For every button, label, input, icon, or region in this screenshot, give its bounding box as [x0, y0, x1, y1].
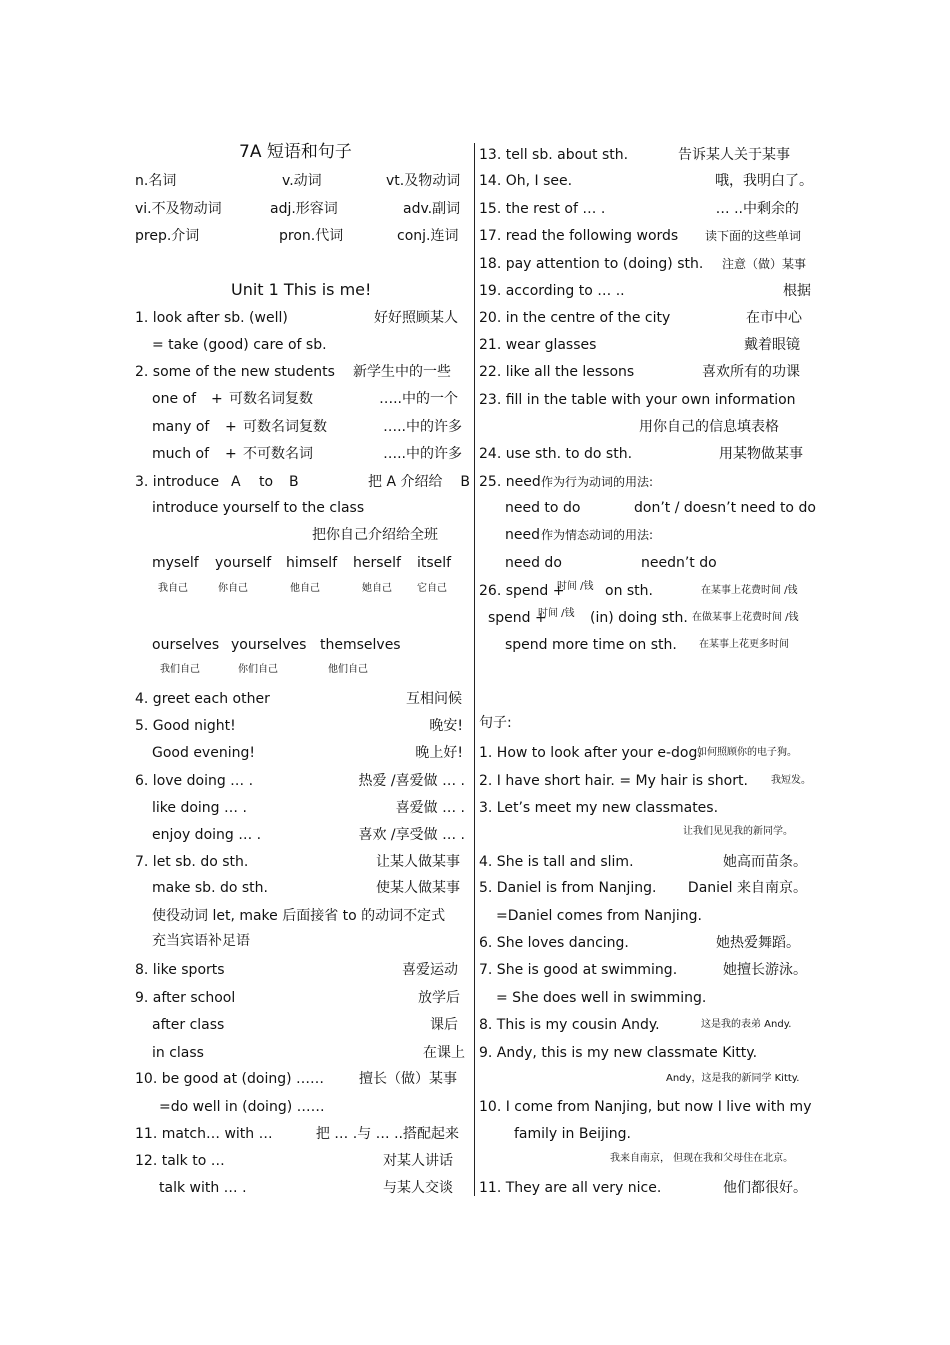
sentence-en: 9. Andy, this is my new classmate Kitty. [479, 1045, 758, 1061]
phrase-en: 24. use sth. to do sth. [479, 446, 633, 462]
sentence-en: 7. She is good at swimming. [479, 962, 678, 978]
sentence-row [479, 1177, 814, 1199]
phrase-cn: 喜欢 /享受做 … . [358, 827, 465, 843]
phrase-cn: 在课上 [423, 1045, 465, 1061]
phrase-en: =do well in (doing) …… [159, 1099, 325, 1115]
phrase-cn: 可数名词复数 [243, 419, 327, 435]
phrase-en: 4. greet each other [135, 691, 270, 707]
phrase-cn: 可数名词复数 [229, 391, 313, 407]
phrase-en: introduce yourself to the class [152, 500, 365, 516]
phrase-row [479, 443, 814, 465]
phrase-cn: 与某人交谈 [383, 1180, 453, 1196]
phrase-cn: 告诉某人关于某事 [678, 147, 790, 163]
phrase-en: spend more time on sth. [505, 637, 677, 653]
phrase-cn: 不可数名词 [243, 446, 313, 462]
phrase-row [135, 715, 465, 737]
sentence-cn: 我来自南京， 但现在我和父母住在北京。 [610, 1153, 794, 1164]
sentence-en: 2. I have short hair. = My hair is short. [479, 773, 748, 789]
phrase-en: don’t / doesn’t need to do [634, 500, 816, 516]
pronoun: yourself [215, 555, 272, 571]
phrase-row [135, 877, 465, 899]
abbrev-row-2 [135, 198, 465, 220]
phrase-row [135, 416, 465, 438]
phrase-en: one of [152, 391, 196, 407]
phrase-en: 3. introduce [135, 474, 220, 490]
sentence-row [479, 932, 814, 954]
phrase-row [479, 225, 814, 247]
phrase-cn: 喜爱做 … . [395, 800, 465, 816]
phrase-en: need do [505, 555, 562, 571]
pronoun: himself [286, 555, 338, 571]
abbrev-item: adj.形容词 [270, 201, 338, 217]
sentence-en: 4. She is tall and slim. [479, 854, 634, 870]
sentence-en: =Daniel comes from Nanjing. [496, 908, 703, 924]
sentence-row [479, 742, 814, 764]
phrase-cn: 用某物做某事 [719, 446, 803, 462]
grammar-note: 充当宾语补足语 [152, 933, 250, 949]
abbrev-item: v.动词 [282, 173, 322, 189]
phrase-row [479, 416, 814, 438]
sentence-en: 8. This is my cousin Andy. [479, 1017, 660, 1033]
phrase-en: Good evening! [152, 745, 255, 761]
phrase-en: 17. read the following words [479, 228, 679, 244]
phrase-en: make sb. do sth. [152, 880, 268, 896]
phrase-en: 9. after school [135, 990, 236, 1006]
phrase-en: many of [152, 419, 210, 435]
phrase-en: B [289, 474, 299, 490]
phrase-row [135, 497, 465, 519]
phrase-en: in class [152, 1045, 204, 1061]
phrase-row [135, 334, 465, 356]
phrase-cn: 在某事上花更多时间 [699, 639, 789, 650]
pronoun-cn: 我们自己 [160, 664, 200, 675]
phrase-cn: 课后 [430, 1017, 458, 1033]
sentence-row [479, 959, 814, 981]
phrase-cn: 在某事上花费时间 /钱 [701, 585, 798, 596]
plus-sign: + [225, 446, 237, 462]
abbrev-row-3 [135, 225, 465, 247]
phrase-cn: 时间 /钱 [557, 581, 594, 592]
phrase-row [479, 524, 814, 546]
pronoun: ourselves [152, 637, 220, 653]
column-divider [474, 143, 475, 1196]
sentence-row [479, 851, 814, 873]
phrase-row [479, 634, 814, 656]
phrase-cn: 读下面的这些单词 [704, 229, 801, 243]
phrase-en: 5. Good night! [135, 718, 236, 734]
unit-title: Unit 1 This is me! [231, 280, 372, 299]
phrase-row [479, 580, 814, 602]
phrase-en: 18. pay attention to (doing) sth. [479, 256, 704, 272]
pronoun-row [135, 634, 465, 656]
phrase-cn: 根据 [783, 283, 811, 299]
phrase-row [135, 1068, 465, 1090]
sentence-cn: 她热爱舞蹈。 [716, 935, 800, 951]
sentence-cn: 她擅长游泳。 [723, 962, 807, 978]
pronoun: itself [417, 555, 452, 571]
phrase-en: spend + [488, 610, 547, 626]
pronoun-cn: 它自己 [417, 583, 447, 594]
pronoun-cn-row [135, 659, 465, 681]
phrase-en: 2. some of the new students [135, 364, 335, 380]
phrase-cn: 使某人做某事 [376, 880, 460, 896]
sentence-cn: 他们都很好。 [723, 1180, 807, 1196]
phrase-cn: 对某人讲话 [383, 1153, 453, 1169]
sentence-cn: 让我们见见我的新同学。 [683, 826, 793, 837]
phrase-row [135, 824, 465, 846]
phrase-row [135, 770, 465, 792]
pronoun-cn: 你们自己 [238, 664, 278, 675]
phrase-en: needn’t do [641, 555, 717, 571]
phrase-row [135, 361, 465, 383]
pronoun-cn: 他们自己 [328, 664, 368, 675]
sentence-en: = She does well in swimming. [496, 990, 707, 1006]
phrase-row [135, 742, 465, 764]
phrase-en: 25. need [479, 474, 541, 490]
phrase-en: 13. tell sb. about sth. [479, 147, 629, 163]
sentence-en: 11. They are all very nice. [479, 1180, 662, 1196]
phrase-row [479, 198, 814, 220]
phrase-cn: 让某人做某事 [376, 854, 460, 870]
phrase-row [135, 930, 465, 952]
phrase-row [135, 1014, 465, 1036]
phrase-row [479, 389, 814, 411]
phrase-cn: 戴着眼镜 [744, 337, 800, 353]
sentence-cn: Daniel 来自南京。 [687, 880, 807, 896]
phrase-cn: 热爱 /喜爱做 … . [358, 773, 465, 789]
phrase-en: 19. according to … .. [479, 283, 625, 299]
phrase-row [135, 524, 465, 546]
phrase-en: 26. spend + [479, 583, 565, 599]
phrase-en: 20. in the centre of the city [479, 310, 671, 326]
phrase-en: A [231, 474, 241, 490]
phrase-en: on sth. [605, 583, 653, 599]
phrase-en: 14. Oh, I see. [479, 173, 573, 189]
sentence-row [479, 1014, 814, 1036]
phrase-cn: 在市中心 [746, 310, 802, 326]
sentence-cn: 我短发。 [771, 775, 811, 786]
phrase-cn: …..中的许多 [383, 419, 462, 435]
phrase-row [479, 552, 814, 574]
sentence-row [479, 877, 814, 899]
phrase-en: enjoy doing … . [152, 827, 262, 843]
phrase-cn: 新学生中的一些 [353, 364, 451, 380]
abbrev-item: vt.及物动词 [386, 173, 461, 189]
phrase-cn: 擅长（做）某事 [359, 1071, 457, 1087]
sentence-row [479, 1068, 814, 1090]
phrase-en: (in) doing sth. [590, 610, 688, 626]
phrase-cn: 把你自己介绍给全班 [312, 527, 438, 543]
sentence-row [479, 987, 814, 1009]
pronoun-cn: 他自己 [290, 583, 320, 594]
phrase-row [135, 307, 465, 329]
pronoun-row [135, 552, 465, 574]
phrase-row [135, 1150, 465, 1172]
pronoun-cn: 她自己 [362, 583, 392, 594]
phrase-cn: …..中的许多 [383, 446, 462, 462]
phrase-en: 22. like all the lessons [479, 364, 635, 380]
sentence-row [479, 821, 814, 843]
pronoun-cn: 你自己 [218, 583, 248, 594]
phrase-row [479, 307, 814, 329]
phrase-en: 11. match… with … [135, 1126, 273, 1142]
phrase-cn: 放学后 [418, 990, 460, 1006]
phrase-en: 8. like sports [135, 962, 225, 978]
pronoun-cn: 我自己 [158, 583, 188, 594]
doc-title: 7A 短语和句子 [239, 142, 352, 162]
pronoun: myself [152, 555, 199, 571]
phrase-cn: 把 A 介绍给 [368, 474, 443, 490]
phrase-en: talk with … . [159, 1180, 247, 1196]
phrase-en: = take (good) care of sb. [152, 337, 327, 353]
phrase-cn: 在做某事上花费时间 /钱 [692, 612, 799, 623]
pronoun: yourselves [231, 637, 307, 653]
phrase-en: 6. love doing … . [135, 773, 254, 789]
phrase-cn: 哦，我明白了。 [715, 173, 813, 189]
phrase-cn: 把 … .与 … ..搭配起来 [315, 1126, 459, 1142]
phrase-row [135, 1042, 465, 1064]
pronoun: herself [353, 555, 401, 571]
sentence-row [479, 1148, 814, 1170]
phrase-en: 10. be good at (doing) …… [135, 1071, 325, 1087]
phrase-row [135, 1123, 465, 1145]
sentences-heading-row [479, 712, 814, 734]
sentence-cn: Andy，这是我的新同学 Kitty. [666, 1073, 800, 1084]
phrase-en: to [259, 474, 274, 490]
sentence-en: family in Beijing. [514, 1126, 631, 1142]
doc-title-row [135, 141, 465, 163]
sentence-cn: 如何照顾你的电子狗。 [697, 747, 797, 758]
phrase-cn: 喜欢所有的功课 [702, 364, 800, 380]
sentences-heading: 句子: [479, 715, 512, 731]
phrase-en: need to do [505, 500, 581, 516]
unit-title-row [135, 279, 465, 301]
grammar-note: 使役动词 let, make 后面接省 to 的动词不定式 [152, 908, 446, 924]
phrase-row [479, 170, 814, 192]
phrase-cn: B [460, 474, 470, 490]
phrase-cn: 注意（做）某事 [721, 257, 806, 271]
sentence-en: 10. I come from Nanjing, but now I live with my [479, 1099, 812, 1115]
phrase-row [135, 851, 465, 873]
phrase-en: 1. look after sb. (well) [135, 310, 288, 326]
abbrev-item: prep.介词 [135, 228, 200, 244]
phrase-row [135, 797, 465, 819]
phrase-row [135, 471, 470, 493]
abbrev-item: adv.副词 [403, 201, 461, 217]
phrase-row [135, 959, 465, 981]
phrase-cn: 晚上好! [415, 745, 463, 761]
phrase-row [135, 905, 465, 927]
phrase-cn: 互相问候 [406, 691, 462, 707]
phrase-cn: 作为情态动词的用法: [541, 528, 654, 542]
phrase-row [135, 1177, 465, 1199]
phrase-cn: 时间 /钱 [538, 608, 575, 619]
abbrev-row-1 [135, 170, 465, 192]
sentence-row [479, 797, 814, 819]
phrase-row [479, 280, 814, 302]
sentence-row [479, 1042, 814, 1064]
sentence-row [479, 770, 814, 792]
phrase-cn: … ..中剩余的 [715, 201, 799, 217]
phrase-cn: 喜爱运动 [402, 962, 458, 978]
pronoun: themselves [320, 637, 401, 653]
phrase-row [479, 334, 814, 356]
phrase-cn: …..中的一个 [379, 391, 458, 407]
pronoun-cn-row [135, 578, 465, 600]
phrase-en: much of [152, 446, 210, 462]
phrase-cn: 作为行为动词的用法: [541, 475, 654, 489]
phrase-en: 15. the rest of … . [479, 201, 606, 217]
sentence-en: 5. Daniel is from Nanjing. [479, 880, 657, 896]
phrase-row [135, 388, 465, 410]
sentence-row [479, 1096, 814, 1118]
plus-sign: + [225, 419, 237, 435]
abbrev-item: n.名词 [135, 173, 177, 189]
phrase-en: 7. let sb. do sth. [135, 854, 249, 870]
plus-sign: + [211, 391, 223, 407]
phrase-row [479, 471, 814, 493]
sentence-cn: 她高而苗条。 [723, 854, 807, 870]
phrase-row [135, 1096, 465, 1118]
phrase-en: after class [152, 1017, 225, 1033]
phrase-en: 21. wear glasses [479, 337, 597, 353]
phrase-en: 12. talk to … [135, 1153, 225, 1169]
phrase-cn: 好好照顾某人 [374, 310, 458, 326]
phrase-row [479, 497, 814, 519]
phrase-row [479, 607, 814, 629]
sentence-row [479, 1123, 814, 1145]
phrase-row [479, 253, 814, 275]
phrase-row [135, 443, 465, 465]
sentence-en: 1. How to look after your e-dog. [479, 745, 702, 761]
phrase-row [135, 688, 465, 710]
phrase-cn: 用你自己的信息填表格 [639, 419, 779, 435]
sentence-en: 3. Let’s meet my new classmates. [479, 800, 719, 816]
abbrev-item: pron.代词 [279, 228, 344, 244]
phrase-en: like doing … . [152, 800, 247, 816]
phrase-cn: 晚安! [429, 718, 463, 734]
phrase-row [479, 361, 814, 383]
sentence-cn: 这是我的表弟 Andy. [701, 1019, 792, 1030]
phrase-row [135, 987, 465, 1009]
abbrev-item: conj.连词 [397, 228, 459, 244]
phrase-en: need [505, 527, 540, 543]
abbrev-item: vi.不及物动词 [135, 201, 222, 217]
phrase-row [479, 144, 814, 166]
phrase-en: 23. fill in the table with your own information [479, 392, 796, 408]
sentence-en: 6. She loves dancing. [479, 935, 629, 951]
sentence-row [479, 905, 814, 927]
